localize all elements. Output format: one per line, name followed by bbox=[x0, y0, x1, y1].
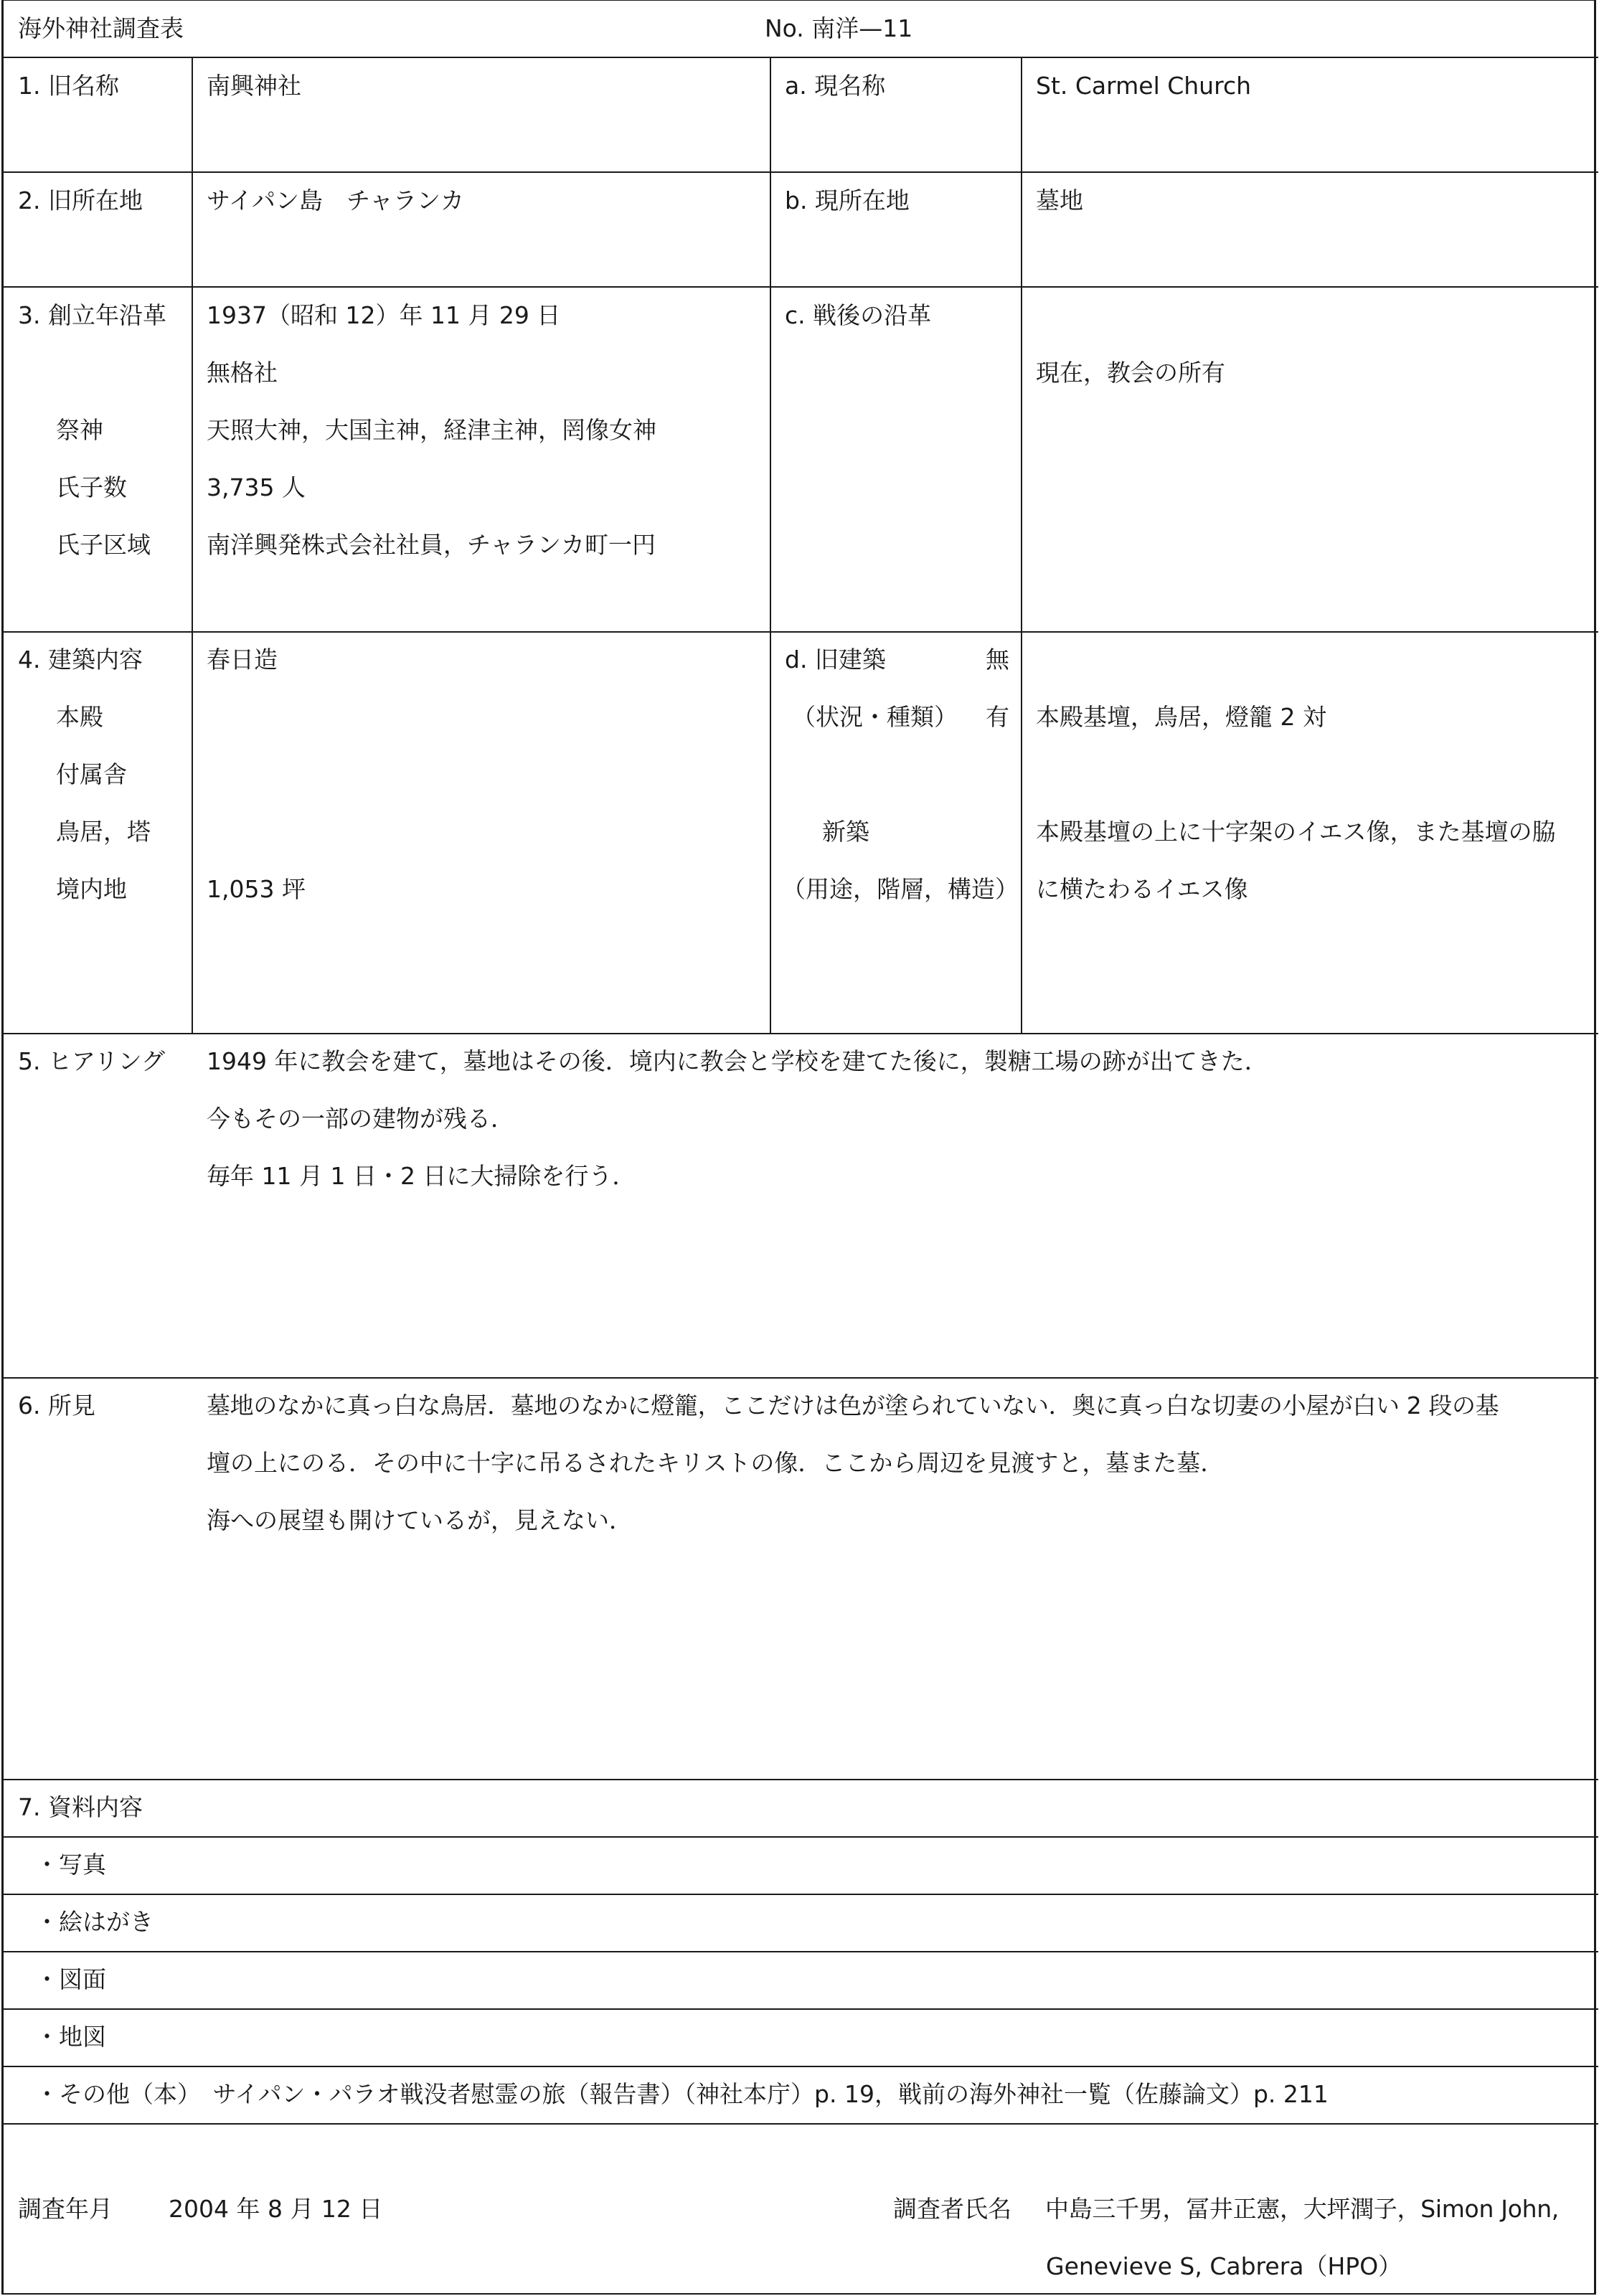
torii-label: 鳥居，塔 bbox=[56, 818, 151, 846]
sheet-title: 海外神社調査表 bbox=[18, 14, 184, 42]
new-building-value-line2: に横たわるイエス像 bbox=[1036, 875, 1248, 903]
new-building-value-line1: 本殿基壇の上に十字架のイエス像，また基壇の脇 bbox=[1036, 818, 1556, 846]
materials-label: 7. 資料内容 bbox=[18, 1793, 143, 1821]
old-name-label: 1. 旧名称 bbox=[18, 72, 119, 100]
old-location-value: サイパン島 チャランカ bbox=[207, 186, 465, 214]
rule bbox=[4, 1894, 1598, 1895]
column-divider bbox=[770, 57, 771, 1033]
rule bbox=[4, 1779, 1598, 1780]
current-location-value: 墓地 bbox=[1036, 186, 1083, 214]
old-building-yes: 有 bbox=[986, 703, 1009, 731]
rule bbox=[4, 2066, 1598, 2067]
old-building-label: d. 旧建築 bbox=[785, 646, 886, 674]
rule bbox=[4, 1951, 1598, 1952]
findings-line: 壇の上にのる．その中に十字に吊るされたキリストの像．ここから周辺を見渡すと，墓また墓． bbox=[207, 1449, 1225, 1477]
hearing-line: 1949 年に教会を建て，墓地はその後．境内に教会と学校を建てた後に，製糖工場の跡が出てきた． bbox=[207, 1047, 1268, 1075]
survey-sheet bbox=[1, 0, 1596, 2295]
rule bbox=[4, 2008, 1598, 2010]
postwar-history-label: c. 戦後の沿革 bbox=[785, 301, 932, 329]
column-divider bbox=[1021, 57, 1022, 1033]
materials-item-drawings: ・図面 bbox=[35, 1965, 106, 1993]
findings-label: 6. 所見 bbox=[18, 1392, 95, 1419]
sheet-number: No. 南洋—11 bbox=[765, 14, 913, 42]
deity-value: 天照大神，大国主神，経津主神，罔像女神 bbox=[207, 416, 656, 444]
old-building-none: 無 bbox=[986, 646, 1009, 674]
new-building-use: （用途，階層，構造） bbox=[782, 875, 1019, 903]
rule bbox=[4, 286, 1598, 288]
hearing-label: 5. ヒアリング bbox=[18, 1047, 165, 1075]
survey-date-label: 調査年月 bbox=[18, 2195, 113, 2223]
shrine-rank: 無格社 bbox=[207, 359, 278, 387]
rule bbox=[4, 57, 1598, 58]
findings-line: 墓地のなかに真っ白な鳥居．墓地のなかに燈籠，ここだけは色が塗られていない．奥に真っ白な切妻の小屋が白い 2 段の基 bbox=[207, 1392, 1499, 1419]
rule bbox=[4, 2123, 1598, 2125]
parish-area-label: 氏子区域 bbox=[56, 531, 151, 559]
founding-date: 1937（昭和 12）年 11 月 29 日 bbox=[207, 301, 561, 329]
hearing-line: 今もその一部の建物が残る． bbox=[207, 1105, 514, 1133]
hearing-line: 毎年 11 月 1 日・2 日に大掃除を行う． bbox=[207, 1162, 636, 1190]
rule bbox=[4, 1033, 1598, 1034]
materials-item-photos: ・写真 bbox=[35, 1851, 106, 1879]
grounds-label: 境内地 bbox=[56, 875, 127, 903]
postwar-history-value: 現在，教会の所有 bbox=[1036, 359, 1225, 387]
rule bbox=[4, 631, 1598, 633]
surveyor-names-line2: Genevieve S, Cabrera（HPO） bbox=[1046, 2252, 1402, 2280]
architecture-style: 春日造 bbox=[207, 646, 278, 674]
current-name-label: a. 現名称 bbox=[785, 72, 886, 100]
old-building-value: 本殿基壇，鳥居，燈籠 2 対 bbox=[1036, 703, 1326, 731]
materials-item-postcards: ・絵はがき bbox=[35, 1908, 154, 1936]
findings-line: 海への展望も開けているが，見えない． bbox=[207, 1506, 633, 1534]
rule bbox=[4, 1377, 1598, 1379]
materials-item-maps: ・地図 bbox=[35, 2023, 106, 2051]
honden-label: 本殿 bbox=[56, 703, 103, 731]
rule bbox=[4, 171, 1598, 173]
old-building-status: （状況・種類） bbox=[792, 703, 958, 731]
parish-area-value: 南洋興発株式会社社員，チャランカ町一円 bbox=[207, 531, 656, 559]
current-location-label: b. 現所在地 bbox=[785, 186, 910, 214]
deity-label: 祭神 bbox=[56, 416, 103, 444]
rule bbox=[4, 1836, 1598, 1838]
new-building-label: 新築 bbox=[822, 818, 869, 846]
survey-date-value: 2004 年 8 月 12 日 bbox=[169, 2195, 383, 2223]
surveyor-label: 調査者氏名 bbox=[893, 2195, 1011, 2223]
parishioners-value: 3,735 人 bbox=[207, 473, 306, 501]
surveyor-names-line1: 中島三千男，冨井正憲，大坪潤子，Simon John, bbox=[1045, 2195, 1559, 2223]
old-location-label: 2. 旧所在地 bbox=[18, 186, 143, 214]
architecture-label: 4. 建築内容 bbox=[18, 646, 143, 674]
column-divider bbox=[192, 57, 193, 1033]
founding-label: 3. 創立年沿革 bbox=[18, 301, 166, 329]
old-name-value: 南興神社 bbox=[207, 72, 301, 100]
annex-label: 付属舎 bbox=[56, 760, 127, 788]
current-name-value: St. Carmel Church bbox=[1036, 72, 1251, 100]
parishioners-label: 氏子数 bbox=[56, 473, 127, 501]
grounds-value: 1,053 坪 bbox=[207, 875, 306, 903]
materials-item-other: ・その他（本） サイパン・パラオ戦没者慰霊の旅（報告書）（神社本庁）p. 19，戦前の海外神社一覧（佐藤論文）p. 211 bbox=[35, 2080, 1329, 2108]
